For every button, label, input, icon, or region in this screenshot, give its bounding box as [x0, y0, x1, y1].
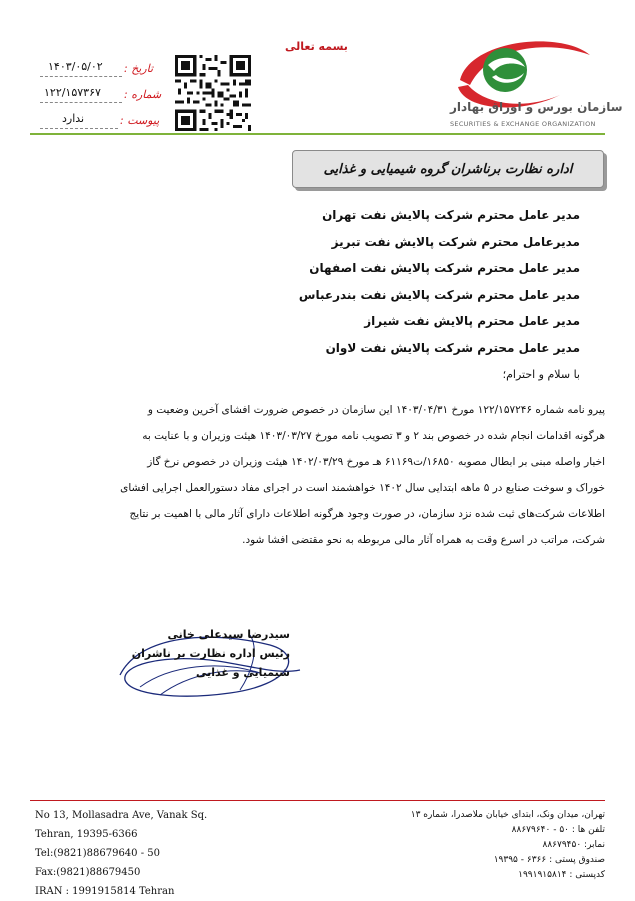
number-value: ۱۲۲/۱۵۷۳۶۷	[44, 86, 101, 99]
footer-divider	[30, 800, 605, 801]
address-en-line: IRAN : 1991915814 Tehran	[35, 886, 175, 897]
attachment-underline	[40, 128, 118, 129]
address-en-line: Tehran, 19395-6366	[35, 829, 138, 840]
number-label: شماره :	[124, 88, 162, 101]
signer-title-2: شیمیایی و غذایی	[196, 666, 290, 679]
recipient-line: مدیر عامل محترم پالایش نفت شیراز	[364, 314, 580, 328]
address-en-line: No 13, Mollasadra Ave, Vanak Sq.	[35, 810, 208, 821]
header-divider	[30, 133, 605, 135]
signer-title: رئیس اداره نظارت بر ناشران	[131, 647, 290, 660]
qr-code	[175, 55, 251, 131]
address-en-line: Tel:(9821)88679640 - 50	[35, 848, 160, 859]
address-en	[35, 806, 207, 901]
body-line: هرگونه اقدامات انجام شده در خصوص بند ۲ و ۳ تصویب نامه مورخ ۱۴۰۳/۰۳/۲۷ هیئت وزیران و با عنایت به	[142, 430, 605, 442]
letter-body	[85, 397, 605, 553]
body-line: شرکت، مراتب در اسرع وقت به همراه آثار مالی مربوطه به نحو مقتضی افشا شود.	[242, 534, 605, 546]
signature-block	[131, 625, 290, 682]
address-fa-line: نمابر: ۸۸۶۷۹۴۵۰	[542, 840, 605, 850]
attachment-label: پیوست :	[120, 114, 160, 127]
body-line: اخبار واصله مبنی بر ابطال مصوبه ۱۶۸۵۰/ت۶۱۱۶۹ هـ مورخ ۱۴۰۲/۰۳/۲۹ هیئت وزیران در خصوص نرخ گاز	[147, 456, 605, 468]
date-label: تاریخ :	[124, 62, 154, 75]
bismillah-heading: بسمه تعالی	[285, 40, 348, 53]
address-fa-line: صندوق پستی : ۶۳۶۶ - ۱۹۳۹۵	[493, 855, 605, 865]
department-title: اداره نظارت برناشران گروه شیمیایی و غذایی	[292, 150, 604, 188]
number-underline	[40, 102, 122, 103]
date-underline	[40, 76, 122, 77]
recipient-line: مدیر عامل محترم شرکت پالایش نفت لاوان	[325, 340, 580, 355]
org-name-fa: سازمان بورس و اوراق بهادار	[450, 100, 623, 114]
org-name-en: SECURITIES & EXCHANGE ORGANIZATION	[450, 120, 596, 128]
greeting: با سلام و احترام؛	[502, 368, 580, 381]
recipient-line: مدیر عامل محترم شرکت پالایش نفت اصفهان	[309, 261, 580, 275]
date-value: ۱۴۰۳/۰۵/۰۲	[48, 60, 103, 73]
recipient-line: مدیر عامل محترم شرکت پالایش نفت تهران	[322, 208, 580, 222]
body-line: اطلاعات شرکت‌های ثبت شده نزد سازمان، در صورت وجود هرگونه اطلاعات دارای آثار مالی با اهمیت بر نتایج	[129, 508, 605, 520]
signer-name: سیدرضا سیدعلی خانی	[167, 628, 290, 641]
address-fa-line: تهران، میدان ونک، ابتدای خیابان ملاصدرا، شماره ۱۳	[410, 810, 605, 820]
recipient-line: مدیرعامل محترم شرکت پالایش نفت تبریز	[331, 234, 580, 249]
recipient-line: مدیر عامل محترم شرکت پالایش نفت بندرعباس	[298, 287, 580, 302]
address-fa	[345, 808, 605, 883]
address-fa-line: کدپستی : ۱۹۹۱۹۱۵۸۱۴	[518, 870, 605, 880]
address-en-line: Fax:(9821)88679450	[35, 867, 141, 878]
sec-logo	[430, 25, 610, 135]
attachment-value: ندارد	[62, 112, 85, 125]
address-fa-line: تلفن ها : ۵۰ - ۸۸۶۷۹۶۴۰	[511, 825, 605, 835]
body-line: خوراک و سوخت صنایع در ۵ ماهه ابتدایی سال ۱۴۰۲ خواهشمند است در اجرای مفاد دستورالعمل اجرایی افشای	[120, 482, 605, 494]
recipients-list	[180, 206, 580, 365]
body-line: پیرو نامه شماره ۱۲۲/۱۵۷۲۴۶ مورخ ۱۴۰۳/۰۴/۳۱ این سازمان در خصوص ضرورت افشای آخرین وضعیت و	[147, 404, 605, 416]
